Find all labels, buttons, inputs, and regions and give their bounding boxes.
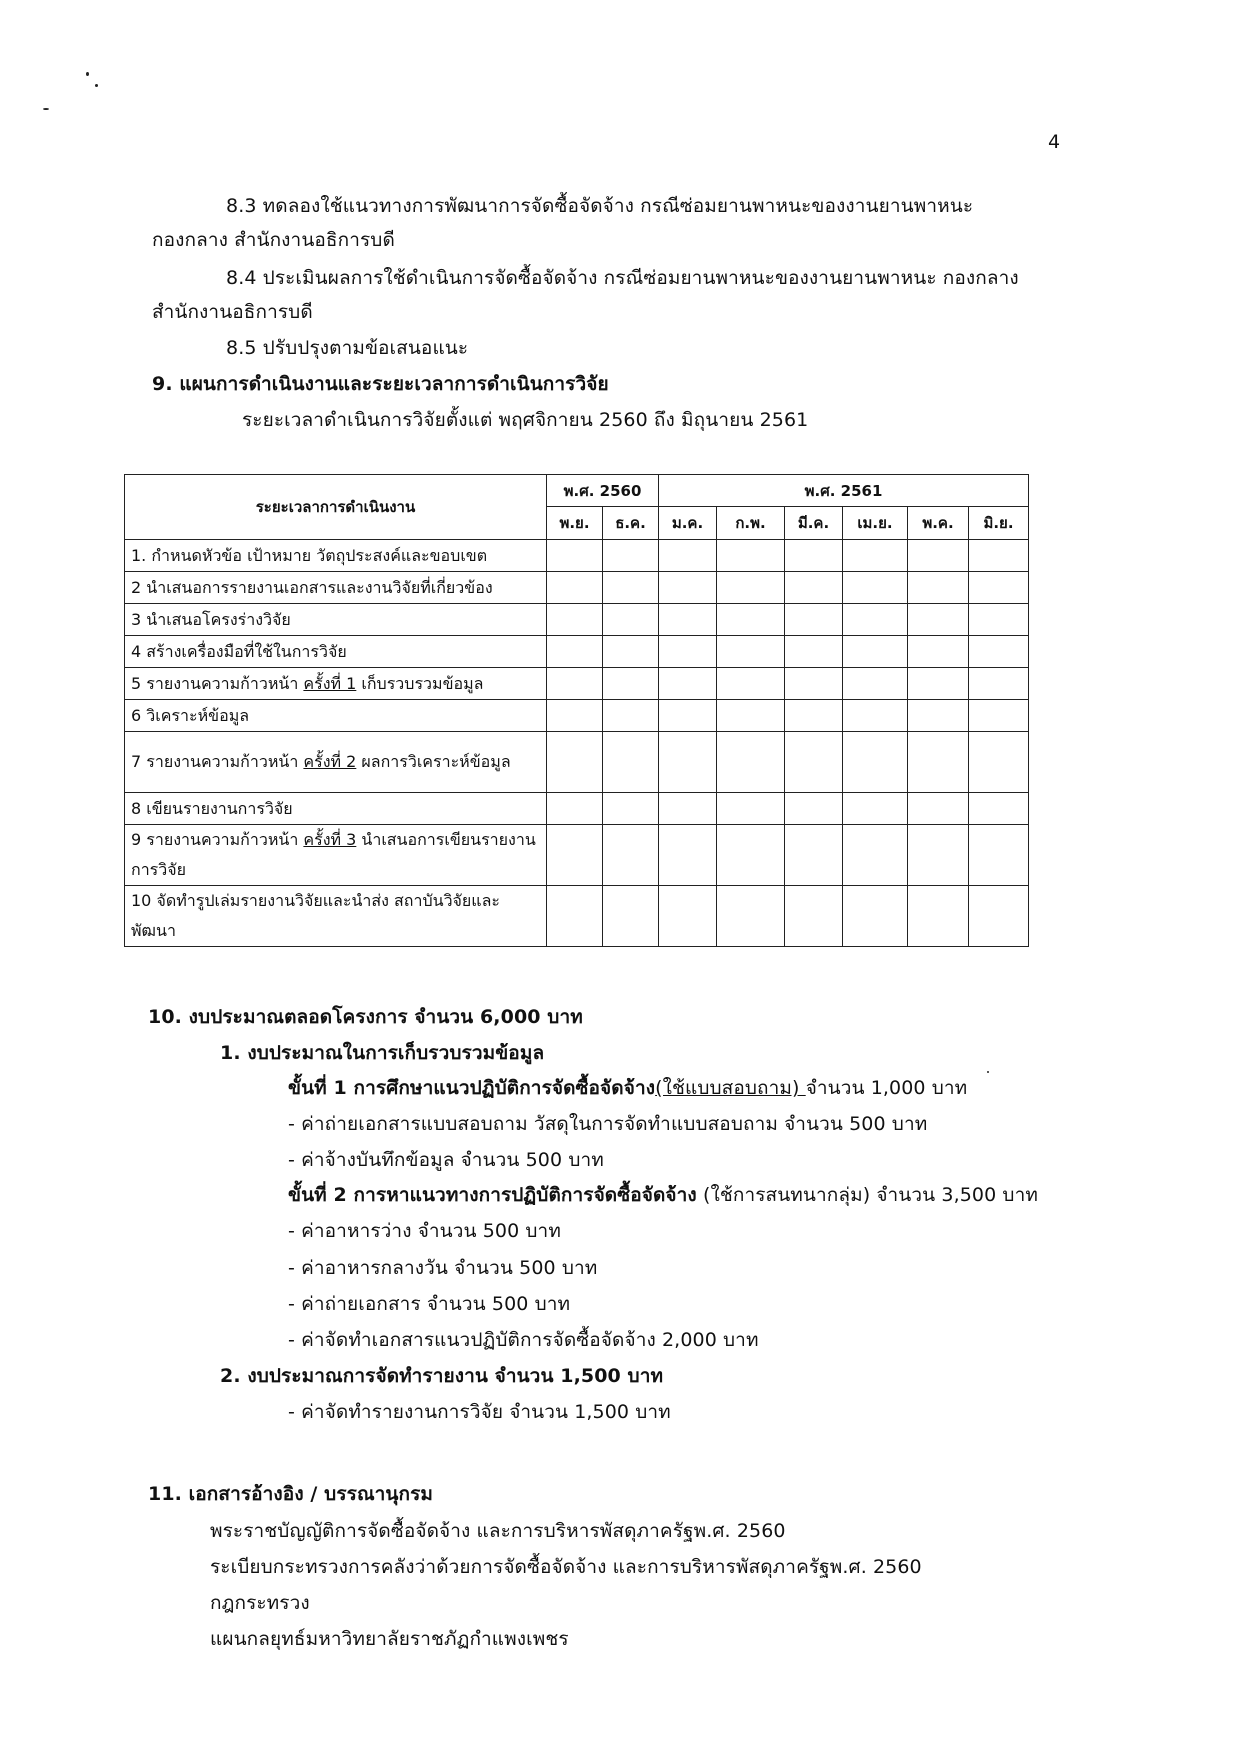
schedule-cell — [785, 793, 843, 825]
table-row — [125, 572, 1029, 604]
schedule-cell — [717, 604, 785, 636]
schedule-cell — [785, 732, 843, 793]
section-10-heading: 10. งบประมาณตลอดโครงการ จำนวน 6,000 บาท — [148, 1006, 583, 1028]
table-row — [125, 636, 1029, 668]
table-row — [125, 700, 1029, 732]
schedule-cell — [785, 604, 843, 636]
schedule-cell — [969, 825, 1029, 886]
table-row — [125, 540, 1029, 572]
step1-item: - ค่าถ่ายเอกสารแบบสอบถาม วัสดุในการจัดทำแบบสอบถาม จำนวน 500 บาท — [288, 1113, 928, 1135]
activity-cell — [125, 636, 547, 668]
budget-part1-heading: 1. งบประมาณในการเก็บรวบรวมข้อมูล — [220, 1042, 545, 1064]
budget-part2-heading: 2. งบประมาณการจัดทำรายงาน จำนวน 1,500 บาท — [220, 1365, 664, 1387]
activity-cell — [125, 540, 547, 572]
schedule-cell — [843, 700, 908, 732]
schedule-cell — [843, 540, 908, 572]
schedule-cell — [603, 604, 659, 636]
year-header-2561: พ.ศ. 2561 — [659, 475, 1029, 507]
schedule-cell — [603, 732, 659, 793]
activity-text: 3 นำเสนอโครงร่างวิจัย — [131, 609, 291, 629]
activity-text: ครั้งที่ 1 — [303, 673, 357, 693]
activity-text: 5 รายงานความก้าวหน้า — [131, 673, 304, 693]
step2-item: - ค่าอาหารกลางวัน จำนวน 500 บาท — [288, 1257, 598, 1279]
activity-text: 8 เขียนรายงานการวิจัย — [131, 798, 293, 818]
schedule-cell — [659, 604, 717, 636]
schedule-cell — [908, 700, 969, 732]
schedule-cell — [843, 732, 908, 793]
schedule-cell — [969, 668, 1029, 700]
step1-label: ขั้นที่ 1 การศึกษาแนวปฏิบัติการจัดซื้อจัดจ้าง — [288, 1077, 656, 1099]
table-row — [125, 604, 1029, 636]
scan-speck — [987, 1071, 989, 1073]
scan-speck — [43, 108, 49, 110]
activity-cell — [125, 668, 547, 700]
table-row — [125, 825, 1029, 886]
activity-text: ครั้งที่ 3 — [303, 830, 357, 849]
schedule-cell — [659, 886, 717, 947]
schedule-cell — [547, 700, 603, 732]
schedule-cell — [969, 886, 1029, 947]
activity-text: 4 สร้างเครื่องมือที่ใช้ในการวิจัย — [131, 641, 347, 661]
section-11-heading: 11. เอกสารอ้างอิง / บรรณานุกรม — [148, 1483, 434, 1505]
schedule-cell — [908, 886, 969, 947]
schedule-cell — [969, 540, 1029, 572]
activity-text: 10 จัดทำรูปเล่มรายงานวิจัยและนำส่ง สถาบันวิจัยและพัฒนา — [131, 891, 501, 940]
schedule-cell — [785, 700, 843, 732]
schedule-cell — [785, 825, 843, 886]
scan-speck — [95, 84, 98, 87]
table-row — [125, 732, 1029, 793]
activity-text: 1. กำหนดหัวข้อ เป้าหมาย วัตถุประสงค์และขอบเขต — [131, 545, 488, 565]
schedule-cell — [969, 732, 1029, 793]
schedule-table — [124, 474, 1029, 947]
month-header: มิ.ย. — [969, 507, 1029, 540]
schedule-cell — [785, 572, 843, 604]
schedule-cell — [659, 825, 717, 886]
schedule-cell — [908, 540, 969, 572]
reference-item: ระเบียบกระทรวงการคลังว่าด้วยการจัดซื้อจัดจ้าง และการบริหารพัสดุภาครัฐพ.ศ. 2560 — [210, 1556, 922, 1578]
schedule-cell — [717, 793, 785, 825]
month-header: พ.ย. — [547, 507, 603, 540]
item-8-4-line1: 8.4 ประเมินผลการใช้ดำเนินการจัดซื้อจัดจ้าง กรณีซ่อมยานพาหนะของงานยานพาหนะ กองกลาง — [226, 267, 1019, 289]
step1-item: - ค่าจ้างบันทึกข้อมูล จำนวน 500 บาท — [288, 1149, 604, 1171]
item-8-4-line2: สำนักงานอธิการบดี — [152, 301, 313, 323]
schedule-cell — [547, 668, 603, 700]
schedule-cell — [969, 572, 1029, 604]
activity-text: 6 วิเคราะห์ข้อมูล — [131, 705, 250, 725]
schedule-cell — [908, 636, 969, 668]
activity-cell — [125, 732, 547, 793]
schedule-cell — [547, 825, 603, 886]
month-header: ม.ค. — [659, 507, 717, 540]
activity-cell — [125, 700, 547, 732]
schedule-cell — [969, 604, 1029, 636]
table-row — [125, 886, 1029, 947]
reference-item: พระราชบัญญัติการจัดซื้อจัดจ้าง และการบริหารพัสดุภาครัฐพ.ศ. 2560 — [210, 1520, 786, 1542]
schedule-cell — [717, 636, 785, 668]
item-8-3-line2: กองกลาง สำนักงานอธิการบดี — [152, 229, 395, 251]
reference-item: กฎกระทรวง — [210, 1592, 310, 1614]
schedule-cell — [843, 636, 908, 668]
schedule-cell — [659, 732, 717, 793]
schedule-cell — [547, 732, 603, 793]
step2-label: ขั้นที่ 2 การหาแนวทางการปฏิบัติการจัดซื้อจัดจ้าง — [288, 1184, 697, 1206]
schedule-cell — [908, 732, 969, 793]
page-number: 4 — [1048, 131, 1061, 153]
schedule-cell — [603, 886, 659, 947]
activity-cell — [125, 825, 547, 886]
month-header: ธ.ค. — [603, 507, 659, 540]
schedule-cell — [843, 793, 908, 825]
schedule-cell — [717, 700, 785, 732]
step1-amount: จำนวน 1,000 บาท — [805, 1077, 968, 1099]
activity-cell — [125, 572, 547, 604]
activity-text: ครั้งที่ 2 — [303, 752, 357, 771]
activity-text: 2 นำเสนอการรายงานเอกสารและงานวิจัยที่เกี่ยวข้อง — [131, 577, 493, 597]
schedule-cell — [843, 825, 908, 886]
budget-step2 — [288, 1183, 1038, 1207]
schedule-cell — [843, 886, 908, 947]
schedule-cell — [603, 540, 659, 572]
month-header: ก.พ. — [717, 507, 785, 540]
schedule-cell — [547, 540, 603, 572]
schedule-cell — [969, 636, 1029, 668]
schedule-body — [125, 540, 1029, 947]
schedule-cell — [547, 793, 603, 825]
section-9-period: ระยะเวลาดำเนินการวิจัยตั้งแต่ พฤศจิกายน 2560 ถึง มิถุนายน 2561 — [242, 409, 809, 431]
year-header-2560: พ.ศ. 2560 — [547, 475, 659, 507]
schedule-cell — [717, 732, 785, 793]
schedule-cell — [908, 825, 969, 886]
schedule-cell — [603, 825, 659, 886]
schedule-cell — [717, 572, 785, 604]
activity-cell — [125, 793, 547, 825]
schedule-cell — [603, 636, 659, 668]
step1-note: (ใช้แบบสอบถาม) — [655, 1077, 806, 1099]
budget-step1 — [288, 1076, 967, 1100]
step2-rest: (ใช้การสนทนากลุ่ม) จำนวน 3,500 บาท — [696, 1184, 1038, 1206]
schedule-cell — [717, 886, 785, 947]
activity-cell — [125, 604, 547, 636]
item-8-3-line1: 8.3 ทดลองใช้แนวทางการพัฒนาการจัดซื้อจัดจ้าง กรณีซ่อมยานพาหนะของงานยานพาหนะ — [226, 195, 974, 217]
schedule-cell — [603, 793, 659, 825]
activity-text: 7 รายงานความก้าวหน้า — [131, 752, 304, 771]
schedule-cell — [547, 886, 603, 947]
schedule-cell — [785, 668, 843, 700]
schedule-cell — [785, 886, 843, 947]
schedule-cell — [908, 793, 969, 825]
scan-speck — [86, 72, 89, 76]
table-header-row — [125, 475, 1029, 507]
schedule-cell — [659, 793, 717, 825]
activity-text: 9 รายงานความก้าวหน้า — [131, 830, 304, 849]
schedule-cell — [785, 540, 843, 572]
schedule-cell — [659, 636, 717, 668]
activity-text: นำเสนอการเขียนรายงานการวิจัย — [131, 830, 536, 879]
activity-text: เก็บรวบรวมข้อมูล — [356, 673, 484, 693]
activity-header: ระยะเวลาการดำเนินงาน — [125, 475, 547, 540]
item-8-5: 8.5 ปรับปรุงตามข้อเสนอแนะ — [226, 337, 469, 359]
schedule-cell — [717, 825, 785, 886]
schedule-cell — [547, 572, 603, 604]
table-row — [125, 668, 1029, 700]
schedule-cell — [843, 668, 908, 700]
schedule-cell — [659, 540, 717, 572]
month-header: มี.ค. — [785, 507, 843, 540]
schedule-cell — [603, 668, 659, 700]
schedule-cell — [659, 668, 717, 700]
schedule-cell — [908, 572, 969, 604]
schedule-cell — [908, 668, 969, 700]
schedule-cell — [785, 636, 843, 668]
step2-item: - ค่าถ่ายเอกสาร จำนวน 500 บาท — [288, 1293, 571, 1315]
schedule-cell — [547, 604, 603, 636]
schedule-cell — [717, 540, 785, 572]
schedule-cell — [603, 700, 659, 732]
schedule-cell — [603, 572, 659, 604]
schedule-cell — [843, 572, 908, 604]
part2-item: - ค่าจัดทำรายงานการวิจัย จำนวน 1,500 บาท — [288, 1401, 671, 1423]
reference-item: แผนกลยุทธ์มหาวิทยาลัยราชภัฏกำแพงเพชร — [210, 1628, 569, 1650]
schedule-cell — [659, 700, 717, 732]
schedule-cell — [547, 636, 603, 668]
schedule-cell — [969, 793, 1029, 825]
section-9-heading: 9. แผนการดำเนินงานและระยะเวลาการดำเนินการวิจัย — [152, 373, 609, 395]
schedule-cell — [908, 604, 969, 636]
month-header: เม.ย. — [843, 507, 908, 540]
month-header: พ.ค. — [908, 507, 969, 540]
schedule-cell — [659, 572, 717, 604]
table-row — [125, 793, 1029, 825]
step2-item: - ค่าจัดทำเอกสารแนวปฏิบัติการจัดซื้อจัดจ้าง 2,000 บาท — [288, 1329, 759, 1351]
step2-item: - ค่าอาหารว่าง จำนวน 500 บาท — [288, 1220, 561, 1242]
schedule-cell — [717, 668, 785, 700]
schedule-cell — [843, 604, 908, 636]
schedule-cell — [969, 700, 1029, 732]
activity-cell — [125, 886, 547, 947]
activity-text: ผลการวิเคราะห์ข้อมูล — [356, 752, 511, 771]
